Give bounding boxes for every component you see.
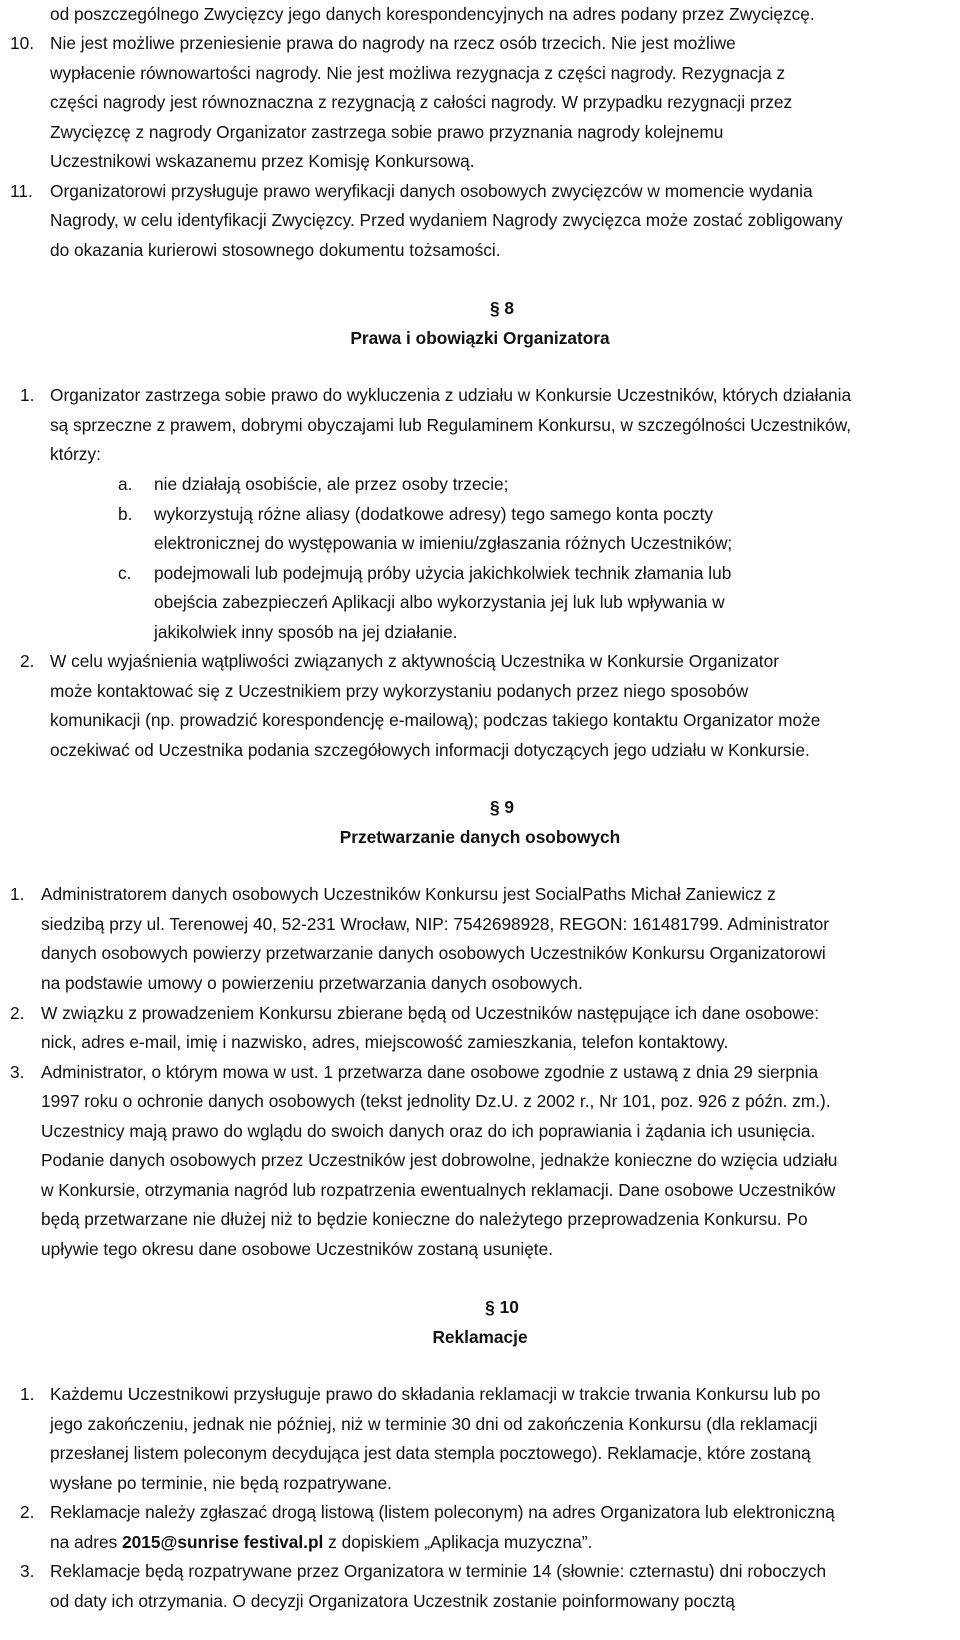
item-number: 3.	[10, 1062, 25, 1082]
subitem-line: jakikolwiek inny sposób na jej działanie.	[154, 622, 458, 642]
item-number: 2.	[20, 651, 35, 671]
paragraph-line: Administrator, o którym mowa w ust. 1 przetwarza dane osobowe zgodnie z ustawą z dnia 29 sierpnia	[41, 1062, 819, 1082]
item-number: 1.	[10, 884, 25, 904]
section-title: Przetwarzanie danych osobowych	[339, 827, 621, 847]
paragraph-line: Nagrody, w celu identyfikacji Zwycięzcy. Przed wydaniem Nagrody zwycięzca może zostać zobligowany	[50, 210, 843, 230]
paragraph-line: do okazania kurierowi stosownego dokumentu tożsamości.	[50, 240, 501, 260]
paragraph-line: Nie jest możliwe przeniesienie prawa do nagrody na rzecz osób trzecich. Nie jest możliwe	[50, 33, 736, 53]
subitem-line: wykorzystują różne aliasy (dodatkowe adresy) tego samego konta poczty	[154, 504, 714, 524]
subitem-line: elektronicznej do występowania w imieniu/zgłaszania różnych Uczestników;	[154, 533, 733, 553]
paragraph-line: wysłane po terminie, nie będą rozpatrywane.	[50, 1473, 392, 1493]
item-number: 2.	[10, 1003, 25, 1023]
email-line-prefix: na adres	[50, 1532, 123, 1552]
subitem-line: nie działają osobiście, ale przez osoby trzecie;	[154, 474, 509, 494]
paragraph-line: W celu wyjaśnienia wątpliwości związanych z aktywnością Uczestnika w Konkursie Organizator	[50, 651, 779, 671]
paragraph-line: od daty ich otrzymania. O decyzji Organizatora Uczestnik zostanie poinformowany pocztą	[50, 1591, 735, 1611]
paragraph-line: są sprzeczne z prawem, dobrymi obyczajami lub Regulaminem Konkursu, w szczególności Uczestników,	[50, 415, 852, 435]
item-number: 1.	[20, 1384, 35, 1404]
paragraph-line: Reklamacje będą rozpatrywane przez Organizatora w terminie 14 (słownie: czternastu) dni roboczych	[50, 1561, 827, 1581]
subitem-line: podejmowali lub podejmują próby użycia jakichkolwiek technik złamania lub	[154, 563, 732, 583]
paragraph-line: w Konkursie, otrzymania nagród lub rozpatrzenia ewentualnych reklamacji. Dane osobowe Uczestników	[41, 1180, 836, 1200]
paragraph-line: Organizatorowi przysługuje prawo weryfikacji danych osobowych zwycięzców w momencie wydania	[50, 181, 813, 201]
paragraph-line: będą przetwarzane nie dłużej niż to będzie konieczne do należytego przeprowadzenia Konkursu. Po	[41, 1209, 808, 1229]
subitem-letter: b.	[118, 504, 133, 524]
item-number: 3.	[20, 1561, 35, 1581]
section-symbol: § 8	[489, 298, 515, 318]
paragraph-line: Administratorem danych osobowych Uczestników Konkursu jest SocialPaths Michał Zaniewicz z	[41, 884, 776, 904]
subitem-letter: a.	[118, 474, 133, 494]
item-number: 11.	[10, 181, 33, 201]
paragraph-line: Uczestnikowi wskazanemu przez Komisję Konkursową.	[50, 151, 475, 171]
item-number: 1.	[20, 385, 35, 405]
paragraph-line: danych osobowych powierzy przetwarzanie danych osobowych Uczestników Konkursu Organizatorowi	[41, 943, 826, 963]
item-number: 2.	[20, 1502, 35, 1522]
subitem-letter: c.	[118, 563, 132, 583]
paragraph-line: Każdemu Uczestnikowi przysługuje prawo do składania reklamacji w trakcie trwania Konkursu lub po	[50, 1384, 821, 1404]
section-symbol: § 10	[485, 1297, 519, 1317]
paragraph-line: Reklamacje należy zgłaszać drogą listową (listem poleconym) na adres Organizatora lub elektroniczną	[50, 1502, 835, 1522]
paragraph-line: W związku z prowadzeniem Konkursu zbierane będą od Uczestników następujące ich dane osobowe:	[41, 1003, 820, 1023]
paragraph-line: komunikacji (np. prowadzić korespondencję e-mailową); podczas takiego kontaktu Organizator może	[50, 710, 821, 730]
section-title: Reklamacje	[432, 1327, 528, 1347]
paragraph-line: wypłacenie równowartości nagrody. Nie jest możliwa rezygnacja z części nagrody. Rezygnacja z	[50, 63, 786, 83]
paragraph-line: którzy:	[50, 444, 101, 464]
paragraph-line: upływie tego okresu dane osobowe Uczestników zostaną usunięte.	[41, 1239, 554, 1259]
paragraph-line: części nagrody jest równoznaczna z rezygnacją z całości nagrody. W przypadku rezygnacji przez	[50, 92, 793, 112]
paragraph-line: 1997 roku o ochronie danych osobowych (tekst jednolity Dz.U. z 2002 r., Nr 101, poz. 926 z późn. zm.).	[41, 1091, 831, 1111]
paragraph-line: siedzibą przy ul. Terenowej 40, 52-231 Wrocław, NIP: 7542698928, REGON: 161481799. Administrator	[41, 914, 830, 934]
paragraph-line: może kontaktować się z Uczestnikiem przy wykorzystaniu podanych przez niego sposobów	[50, 681, 749, 701]
paragraph-line: na podstawie umowy o powierzeniu przetwarzania danych osobowych.	[41, 973, 583, 993]
section-symbol: § 9	[489, 797, 515, 817]
email-line	[50, 1528, 592, 1558]
paragraph-line: przesłanej listem poleconym decydująca jest data stempla pocztowego). Reklamacje, które zostaną	[50, 1443, 811, 1463]
paragraph-line: Organizator zastrzega sobie prawo do wykluczenia z udziału w Konkursie Uczestników, których działania	[50, 385, 852, 405]
paragraph-line: Zwycięzcę z nagrody Organizator zastrzega sobie prawo przyznania nagrody kolejnemu	[50, 122, 724, 142]
email-line-suffix: z dopiskiem „Aplikacja muzyczna”.	[323, 1532, 593, 1552]
paragraph-line: Uczestnicy mają prawo do wglądu do swoich danych oraz do ich poprawiania i żądania ich usunięcia.	[41, 1121, 816, 1141]
section-title: Prawa i obowiązki Organizatora	[350, 328, 610, 348]
paragraph-line: od poszczególnego Zwycięzcy jego danych korespondencyjnych na adres podany przez Zwycięzcę.	[50, 4, 815, 24]
email-address: 2015@sunrise festival.pl	[122, 1532, 324, 1552]
item-number: 10.	[10, 33, 35, 53]
paragraph-line: Podanie danych osobowych przez Uczestników jest dobrowolne, jednakże konieczne do wzięcia udziału	[41, 1150, 838, 1170]
subitem-line: obejścia zabezpieczeń Aplikacji albo wykorzystania jej luk lub wpływania w	[154, 592, 725, 612]
paragraph-line: oczekiwać od Uczestnika podania szczegółowych informacji dotyczących jego udziału w Konkursie.	[50, 740, 810, 760]
paragraph-line: jego zakończeniu, jednak nie później, niż w terminie 30 dni od zakończenia Konkursu (dla reklamacji	[50, 1414, 818, 1434]
paragraph-line: nick, adres e-mail, imię i nazwisko, adres, miejscowość zamieszkania, telefon kontaktowy.	[41, 1032, 729, 1052]
